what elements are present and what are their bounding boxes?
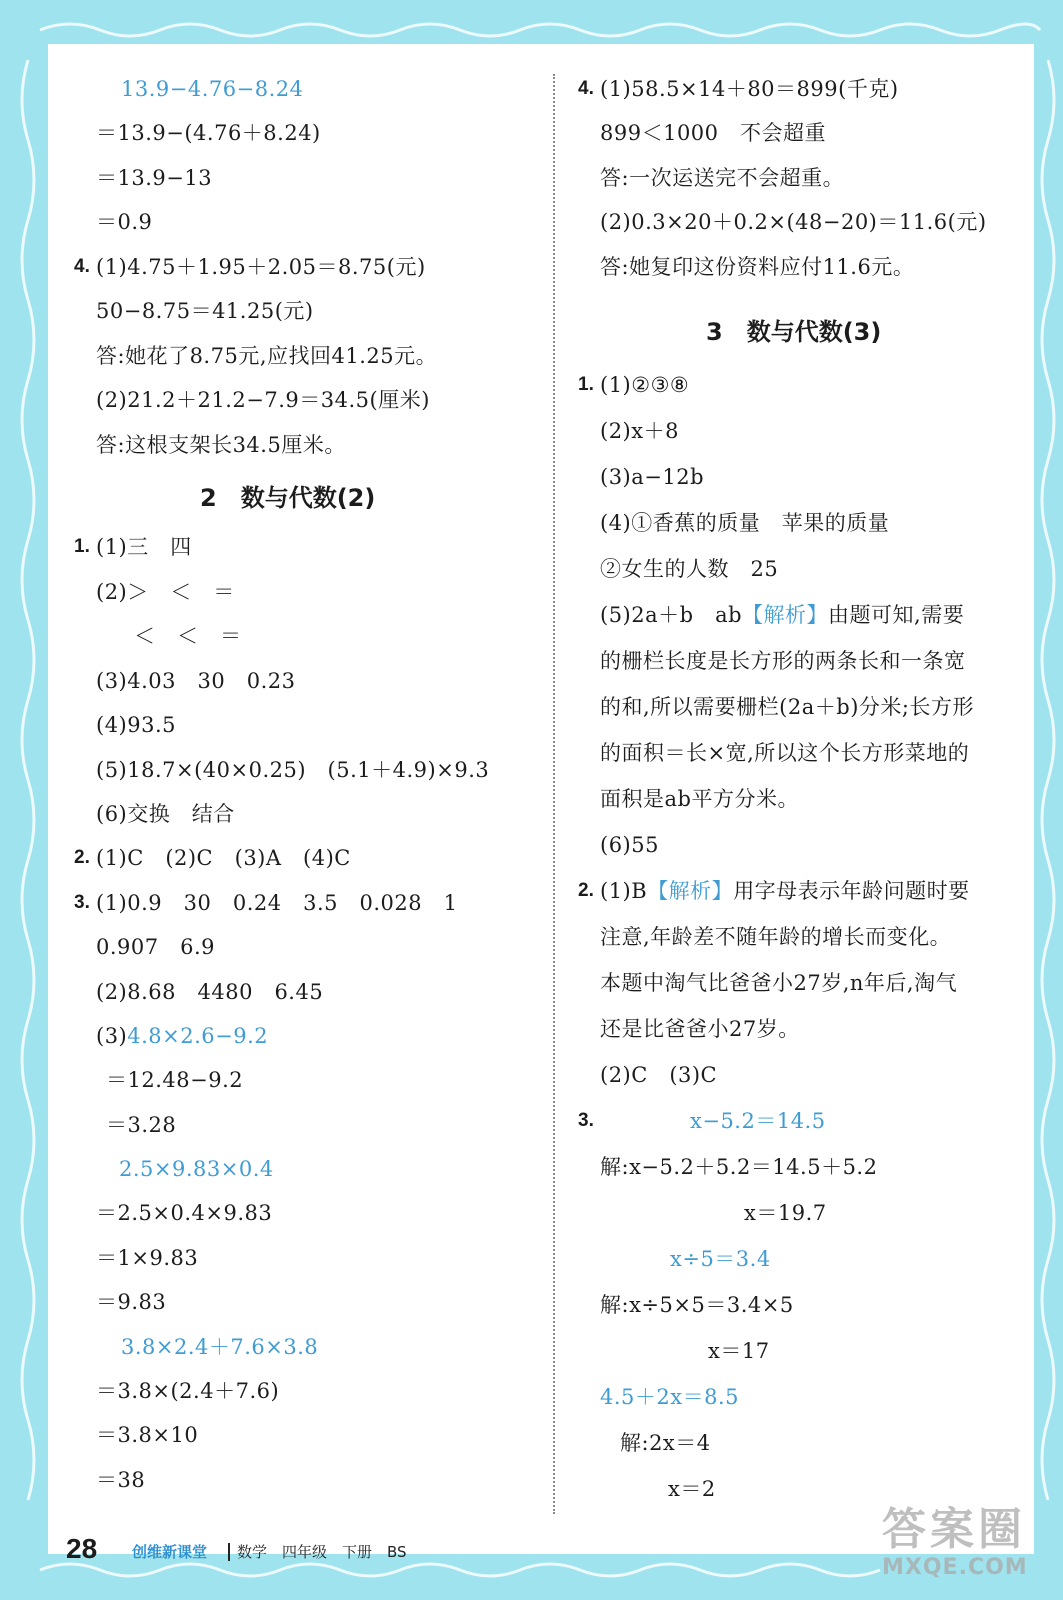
answer-line: ＜ ＜ ＝ bbox=[134, 624, 242, 648]
expression-line: ＝0.9 bbox=[96, 210, 153, 234]
question-number: 3. bbox=[74, 892, 90, 913]
answer-line: (3)a−12b bbox=[600, 465, 705, 489]
answer-line: (2)C (3)C bbox=[600, 1063, 718, 1087]
answer-line: (5)18.7×(40×0.25) (5.1＋4.9)×9.3 bbox=[96, 758, 490, 782]
equation-line: x＝19.7 bbox=[744, 1201, 827, 1225]
analysis-line: 注意,年龄差不随年龄的增长而变化。 bbox=[600, 925, 952, 949]
answer-prefix: (5)2a＋b ab bbox=[600, 603, 743, 627]
expression-line: ＝38 bbox=[96, 1468, 146, 1492]
answer-line: (4)①香蕉的质量 苹果的质量 bbox=[600, 511, 890, 535]
question-number: 1. bbox=[578, 374, 594, 395]
analysis-line: 面积是ab平方分米。 bbox=[600, 787, 799, 811]
watermark bbox=[882, 1505, 1047, 1595]
equation-line: x＝17 bbox=[708, 1339, 770, 1363]
answer-line: 50−8.75＝41.25(元) bbox=[96, 299, 314, 323]
answer-line bbox=[600, 600, 964, 630]
question-number: 2. bbox=[578, 880, 594, 901]
answer-line: 答:她花了8.75元,应找回41.25元。 bbox=[96, 344, 438, 368]
answer-line: 答:一次运送完不会超重。 bbox=[600, 166, 845, 190]
expression-line: ＝9.83 bbox=[96, 1290, 167, 1314]
answer-line: (1)0.9 30 0.24 3.5 0.028 1 bbox=[96, 891, 458, 915]
answer-line: (4)93.5 bbox=[96, 713, 177, 737]
question-number: 3. bbox=[578, 1110, 594, 1131]
answer-line: (1)C (2)C (3)A (4)C bbox=[96, 846, 351, 870]
question-number: 4. bbox=[74, 256, 90, 277]
question-number: 4. bbox=[578, 78, 594, 99]
brand-name: 创维新课堂 bbox=[132, 1543, 208, 1561]
answer-line: (1)58.5×14＋80＝899(千克) bbox=[600, 77, 899, 101]
answer-line: (2)x＋8 bbox=[600, 419, 679, 443]
expression-line: ＝13.9−13 bbox=[96, 166, 213, 190]
answer-line: (1)4.75＋1.95＋2.05＝8.75(元) bbox=[96, 255, 426, 279]
analysis-line: 的面积＝长×宽,所以这个长方形菜地的 bbox=[600, 741, 970, 765]
analysis-line: 的和,所以需要栅栏(2a＋b)分米;长方形 bbox=[600, 695, 974, 719]
answer-line bbox=[96, 1021, 268, 1051]
answer-line: (2)8.68 4480 6.45 bbox=[96, 980, 324, 1004]
watermark-bottom: MXQE.COM bbox=[882, 1555, 1028, 1580]
answer-line: 899＜1000 不会超重 bbox=[600, 121, 827, 145]
page-number: 28 bbox=[66, 1533, 98, 1564]
answer-line: (6)交换 结合 bbox=[96, 802, 235, 826]
analysis-text: 用字母表示年龄问题时要 bbox=[733, 879, 970, 903]
analysis-text: 由题可知,需要 bbox=[828, 603, 965, 627]
analysis-line: 的栅栏长度是长方形的两条长和一条宽 bbox=[600, 649, 966, 673]
answer-line: (2)＞ ＜ ＝ bbox=[96, 580, 235, 604]
expression-line: ＝3.28 bbox=[106, 1113, 177, 1137]
answer-line: (1)三 四 bbox=[96, 535, 192, 559]
equation-line: x−5.2＝14.5 bbox=[690, 1109, 826, 1133]
book-info: 数学 四年级 下册 BS bbox=[237, 1543, 407, 1561]
analysis-line: 还是比爸爸小27岁。 bbox=[600, 1017, 800, 1041]
equation-line: x÷5＝3.4 bbox=[670, 1247, 771, 1271]
answer-line: 答:这根支架长34.5厘米。 bbox=[96, 433, 346, 457]
watermark-top: 答案圈 bbox=[882, 1504, 1026, 1555]
section-heading: 2 数与代数(2) bbox=[200, 484, 376, 512]
answer-line: ②女生的人数 25 bbox=[600, 557, 779, 581]
expression-line: ＝1×9.83 bbox=[96, 1246, 199, 1270]
expression-blue: 4.8×2.6−9.2 bbox=[127, 1024, 269, 1048]
expression-line: 3.8×2.4＋7.6×3.8 bbox=[121, 1335, 319, 1359]
analysis-tag: 【解析】 bbox=[742, 603, 829, 627]
analysis-tag: 【解析】 bbox=[647, 879, 734, 903]
answer-prefix: (3) bbox=[96, 1024, 128, 1048]
equation-line: x＝2 bbox=[668, 1477, 716, 1501]
equation-line: 4.5＋2x＝8.5 bbox=[600, 1385, 739, 1409]
answer-line: (2)0.3×20＋0.2×(48−20)＝11.6(元) bbox=[600, 210, 987, 234]
answer-line: (6)55 bbox=[600, 833, 659, 857]
expression-line: ＝12.48−9.2 bbox=[106, 1068, 244, 1092]
answer-line bbox=[600, 876, 970, 906]
answer-line: 答:她复印这份资料应付11.6元。 bbox=[600, 255, 915, 279]
answer-line: (2)21.2＋21.2−7.9＝34.5(厘米) bbox=[96, 388, 430, 412]
expression-line: ＝13.9−(4.76＋8.24) bbox=[96, 121, 321, 145]
equation-line: 解:2x＝4 bbox=[620, 1431, 711, 1455]
expression-line: 2.5×9.83×0.4 bbox=[119, 1157, 274, 1181]
equation-line: 解:x÷5×5＝3.4×5 bbox=[600, 1293, 794, 1317]
answer-prefix: (1)B bbox=[600, 879, 648, 903]
analysis-line: 本题中淘气比爸爸小27岁,n年后,淘气 bbox=[600, 971, 958, 995]
answer-line: (3)4.03 30 0.23 bbox=[96, 669, 296, 693]
answer-line: (1)②③⑧ bbox=[600, 373, 690, 397]
expression-line: 13.9−4.76−8.24 bbox=[121, 77, 304, 101]
expression-line: ＝3.8×10 bbox=[96, 1423, 199, 1447]
answer-line: 0.907 6.9 bbox=[96, 935, 216, 959]
expression-line: ＝3.8×(2.4＋7.6) bbox=[96, 1379, 280, 1403]
equation-line: 解:x−5.2＋5.2＝14.5＋5.2 bbox=[600, 1155, 878, 1179]
question-number: 2. bbox=[74, 847, 90, 868]
section-heading: 3 数与代数(3) bbox=[706, 318, 882, 346]
column-divider bbox=[553, 74, 555, 1514]
footer-separator bbox=[228, 1543, 230, 1561]
question-number: 1. bbox=[74, 536, 90, 557]
expression-line: ＝2.5×0.4×9.83 bbox=[96, 1201, 273, 1225]
